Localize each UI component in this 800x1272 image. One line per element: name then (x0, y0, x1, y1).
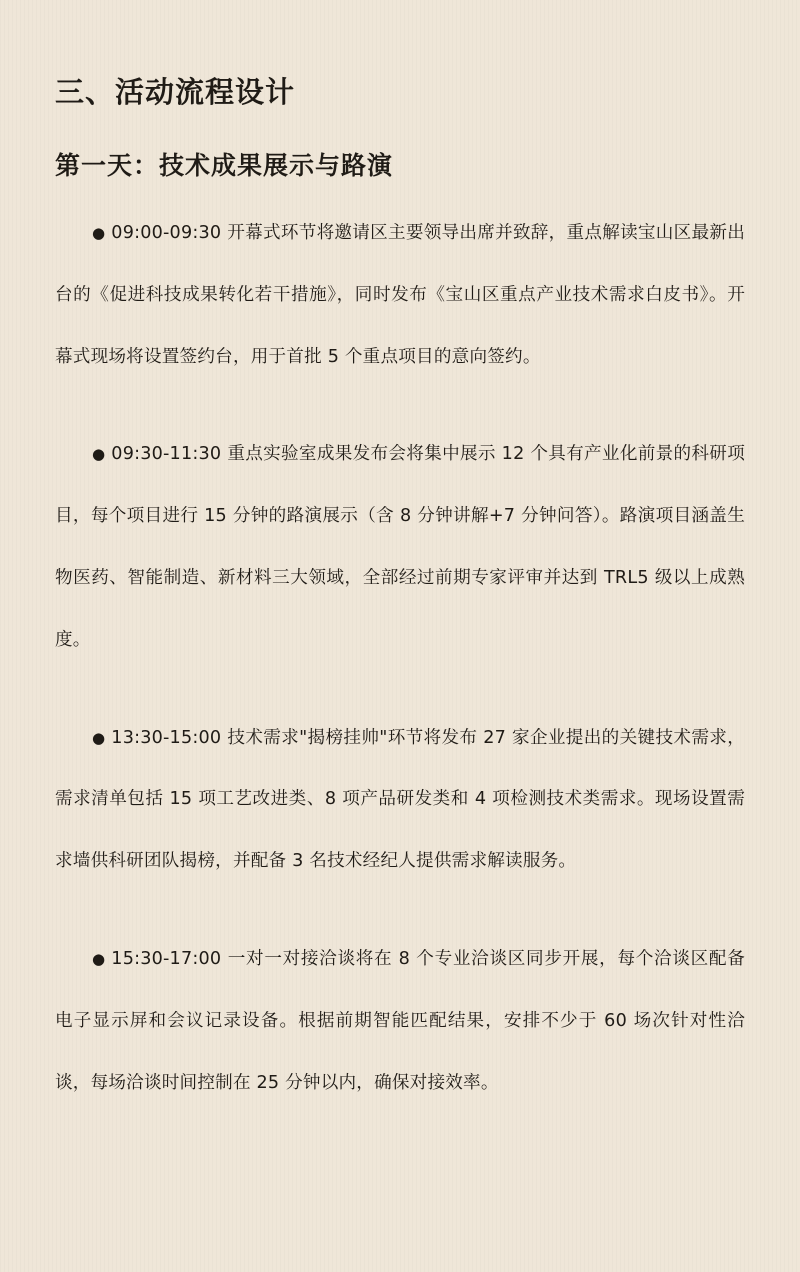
schedule-list (55, 203, 745, 1150)
schedule-item-matchmaking (55, 929, 745, 1114)
schedule-item-lab-results (55, 424, 745, 671)
schedule-time: 09:00-09:30 (111, 223, 222, 243)
day-title: 第一天：技术成果展示与路演 (55, 151, 394, 180)
schedule-item-opening (55, 203, 745, 388)
bullet-icon: ● (92, 728, 106, 747)
bullet-icon: ● (92, 445, 106, 464)
section-title: 三、活动流程设计 (55, 75, 296, 109)
schedule-item-tech-demand (55, 708, 745, 893)
schedule-description: 开幕式环节将邀请区主要领导出席并致辞，重点解读宝山区最新出台的《促进科技成果转化若干措施》，同时发布《宝山区重点产业技术需求白皮书》。开幕式现场将设置签约台，用于首批 5 个重点项目的意向签约。 (55, 223, 745, 367)
bullet-icon: ● (92, 949, 106, 968)
schedule-description: 技术需求"揭榜挂帅"环节将发布 27 家企业提出的关键技术需求，需求清单包括 15 项工艺改进类、8 项产品研发类和 4 项检测技术类需求。现场设置需求墙供科研团队揭榜，并配备 3 名技术经纪人提供需求解读服务。 (55, 727, 745, 872)
schedule-time: 13:30-15:00 (111, 727, 222, 748)
schedule-description: 一对一对接洽谈将在 8 个专业洽谈区同步开展，每个洽谈区配备电子显示屏和会议记录设备。根据前期智能匹配结果，安排不少于 60 场次针对性洽谈，每场洽谈时间控制在 25 分钟以内，确保对接效率。 (55, 948, 745, 1093)
bullet-icon: ● (92, 224, 106, 242)
schedule-description: 重点实验室成果发布会将集中展示 12 个具有产业化前景的科研项目，每个项目进行 15 分钟的路演展示（含 8 分钟讲解+7 分钟问答）。路演项目涵盖生物医药、智能制造、新材料三大领域，全部经过前期专家评审并达到 TRL5 级以上成熟度。 (55, 444, 745, 650)
schedule-time: 15:30-17:00 (111, 948, 222, 969)
schedule-time: 09:30-11:30 (111, 444, 222, 465)
